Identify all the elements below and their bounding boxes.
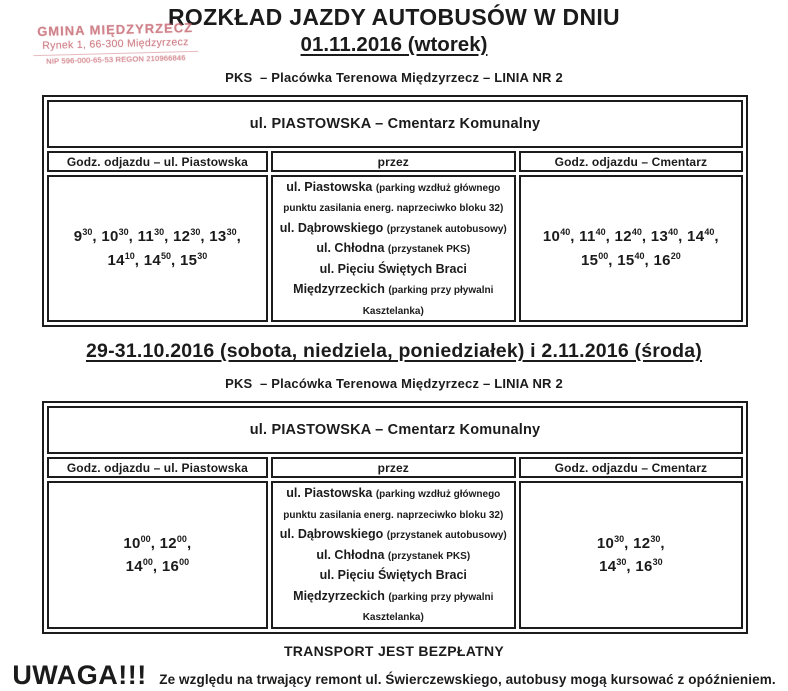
- departure-times-cmentarz-1: $10^{40}$, $11^{40}$, $12^{40}$, $13^{40}$, $14^{40}$, $15^{00}$, $15^{40}$, $16^{20}$: [519, 175, 743, 322]
- route-stop: ul. Pięciu Świętych Braci Międzyrzeckich (parking przy pływalni Kasztelanka): [293, 568, 494, 624]
- page-title: [0, 0, 788, 57]
- route-stop: ul. Piastowska (parking wzdłuż głównego punktu zasilania energ. naprzeciwko bloku 32): [283, 180, 504, 215]
- col-header-departure-piastowska-1: Godz. odjazdu – ul. Piastowska: [47, 151, 268, 172]
- route-title-2: ul. PIASTOWSKA – Cmentarz Komunalny: [47, 406, 743, 454]
- timetable-1: [42, 95, 748, 327]
- carrier-line-1: PKS – Placówka Terenowa Międzyrzecz – LINIA NR 2: [225, 70, 563, 85]
- route-stop: ul. Chłodna (przystanek PKS): [316, 241, 471, 256]
- page-title-date: 01.11.2016 (wtorek): [300, 33, 488, 56]
- timetable-1-table: [44, 97, 746, 325]
- route-stop: ul. Chłodna (przystanek PKS): [316, 547, 471, 562]
- route-stop: ul. Dąbrowskiego (przystanek autobusowy): [279, 527, 507, 542]
- route-stop: ul. Dąbrowskiego (przystanek autobusowy): [279, 220, 507, 235]
- delay-notice: [0, 660, 788, 691]
- col-header-departure-cmentarz-1: Godz. odjazdu – Cmentarz: [519, 151, 743, 172]
- stamp-municipality-name: GMINA MIĘDZYRZECZ: [37, 19, 194, 40]
- col-header-departure-piastowska-2: Godz. odjazdu – ul. Piastowska: [47, 457, 268, 478]
- route-title-1: ul. PIASTOWSKA – Cmentarz Komunalny: [47, 100, 743, 148]
- stamp-nip-regon: NIP 596-000-65-53 REGON 210966846: [33, 51, 198, 67]
- free-transport-note: TRANSPORT JEST BEZPŁATNY: [283, 642, 505, 659]
- departure-times-cmentarz-2: $10^{30}$, $12^{30}$, $14^{30}$, $16^{30}$: [519, 481, 743, 628]
- col-header-via-2: przez: [271, 457, 516, 478]
- delay-notice-text: Ze względu na trwający remont ul. Świerczewskiego, autobusy mogą kursować z opóźnieniem.: [159, 671, 776, 687]
- carrier-line-2: PKS – Placówka Terenowa Międzyrzecz – LINIA NR 2: [225, 376, 563, 392]
- col-header-via-1: przez: [271, 151, 516, 172]
- page-title-line1: ROZKŁAD JAZDY AUTOBUSÓW W DNIU: [168, 4, 620, 30]
- stamp-address: Rynek 1, 66-300 Międzyrzecz: [42, 36, 189, 53]
- departure-times-piastowska-1: $9^{30}$, $10^{30}$, $11^{30}$, $12^{30}$, $13^{30}$, $14^{10}$, $14^{50}$, $15^{30}$: [47, 175, 268, 322]
- col-header-departure-cmentarz-2: Godz. odjazdu – Cmentarz: [519, 457, 743, 478]
- timetable-2-table: [44, 403, 746, 631]
- delay-notice-title: UWAGA!!!: [12, 659, 147, 690]
- timetable-2: [42, 401, 748, 633]
- route-stops-2: [271, 481, 516, 628]
- route-stop: ul. Piastowska (parking wzdłuż głównego punktu zasilania energ. naprzeciwko bloku 32): [283, 486, 504, 521]
- departure-times-piastowska-2: $10^{00}$, $12^{00}$, $14^{00}$, $16^{00}$: [47, 481, 268, 628]
- route-stop: ul. Pięciu Świętych Braci Międzyrzeckich (parking przy pływalni Kasztelanka): [293, 261, 494, 317]
- route-stops-1: [271, 175, 516, 322]
- section-2-date-heading: 29-31.10.2016 (sobota, niedziela, poniedziałek) i 2.11.2016 (środa): [86, 340, 702, 363]
